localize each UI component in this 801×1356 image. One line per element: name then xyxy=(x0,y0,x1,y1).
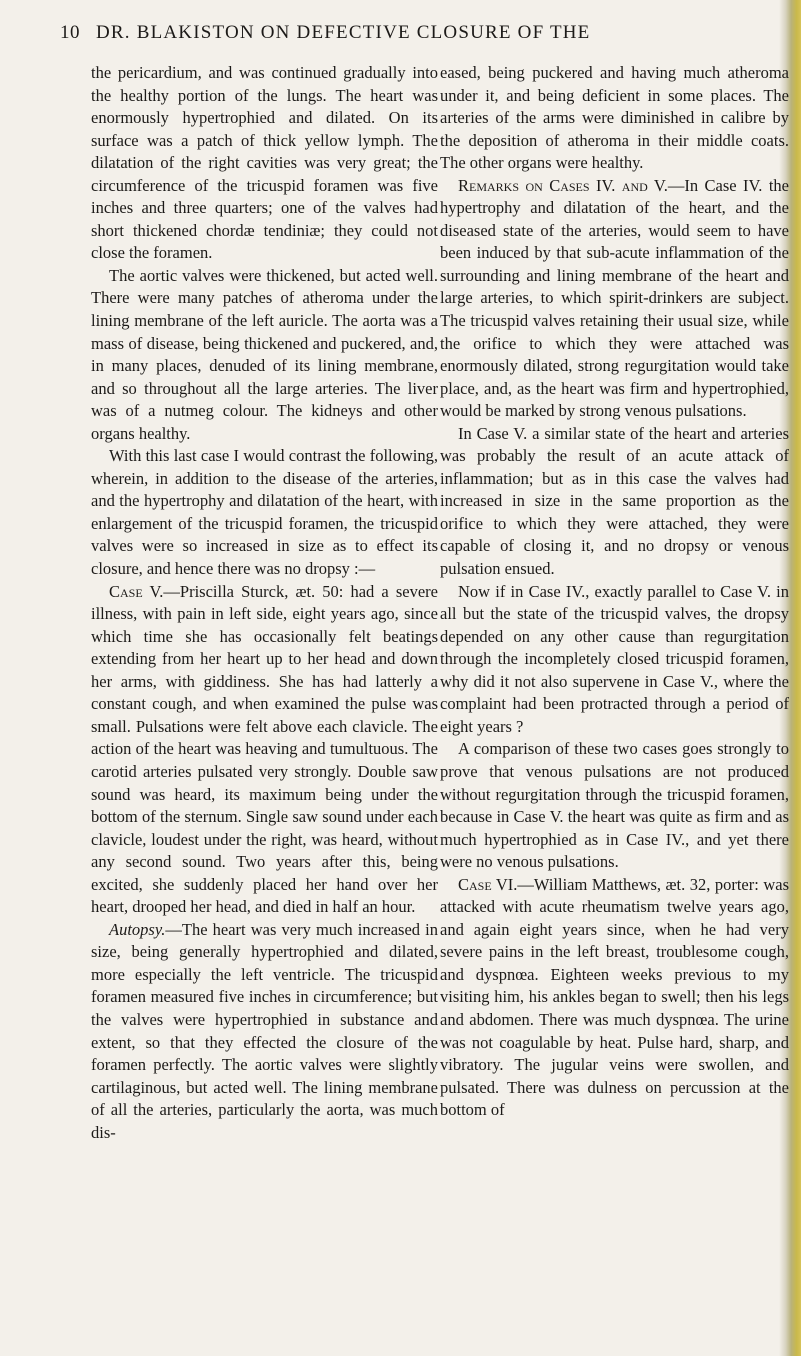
remarks-text: —In Case IV. the hypertrophy and dilatation of the heart, and the diseased state of the arteries, would seem to have been induced by that sub-acute inflammation of the surrounding and lining membrane of the heart and large arteries, to which spirit-drinkers are subject. The tricuspid valves retaining their usual size, while the orifice to which they were attached was enormously dilated, strong regurgitation would take place, and, as the heart was firm and hypertrophied, would be marked by strong venous pulsations. xyxy=(440,175,789,421)
left-column xyxy=(91,62,438,1144)
running-header xyxy=(60,22,780,52)
case-heading: Case VI. xyxy=(458,874,518,894)
paragraph: In Case V. a similar state of the heart and arteries was probably the result of an acute attack of inflammation; but as in this case the valves had increased in size in the same proportion as the orifice to which they were attached, they were capable of closing it, and no dropsy or venous pulsation ensued. xyxy=(440,423,789,579)
paragraph: The aortic valves were thickened, but acted well. There were many patches of atheroma under the lining membrane of the left auricle. The aorta was a mass of disease, being thickened and puckered, and, in many places, denuded of its lining membrane, and so throughout all the large arteries. The liver was of a nutmeg colour. The kidneys and other organs healthy. xyxy=(91,265,438,443)
paragraph: the pericardium, and was continued gradually into the healthy portion of the lungs. The heart was enormously hypertrophied and dilated. On its surface was a patch of thick yellow lymph. The dilatation of the right cavities was very great; the circumference of the tricuspid foramen was five inches and three quarters; one of the valves had short thickened chordæ tendiniæ; they could not close the foramen. xyxy=(91,63,438,263)
case-paragraph xyxy=(440,874,789,1122)
case-text: —Priscilla Sturck, æt. 50: had a severe illness, with pain in left side, eight years ago, since which time she has occasionally felt beatings extending from her heart up to her head and down her arms, with giddiness. She has had latterly a constant cough, and when examined the pulse was small. Pulsations were felt above each clavicle. The action of the heart was heaving and tumultuous. The carotid arteries pulsated very strongly. Double saw sound was heard, its maximum being under the bottom of the sternum. Single saw sound under each clavicle, loudest under the right, was heard, without any second sound. Two years after this, being excited, she suddenly placed her hand over her heart, drooped her head, and died in half an hour. xyxy=(91,581,438,917)
remarks-paragraph xyxy=(440,175,789,423)
page-number: 10 xyxy=(60,22,80,43)
autopsy-heading: Autopsy. xyxy=(109,919,166,939)
right-column xyxy=(440,62,789,1122)
paragraph: With this last case I would contrast the following, wherein, in addition to the disease of the arteries, and the hypertrophy and dilatation of the heart, with enlargement of the tricuspid foramen, the tricuspid valves were so increased in size as to effect its closure, and hence there was no dropsy :— xyxy=(91,446,438,579)
remarks-heading: Remarks on Cases IV. and V. xyxy=(458,175,668,195)
case-text: —William Matthews, æt. 32, porter: was attacked with acute rheumatism twelve years ago, and again eight years since, when he had very severe pains in the left breast, troublesome cough, and dyspnœa. Eighteen weeks previous to my visiting him, his ankles began to swell; then his legs and abdomen. There was much dyspnœa. The urine was not coagulable by heat. Pulse hard, sharp, and vibratory. The jugular veins were swollen, and pulsated. There was dulness on percussion at the bottom of xyxy=(440,874,789,1120)
paragraph: A comparison of these two cases goes strongly to prove that venous pulsations are not produced without regurgitation through the tricuspid foramen, because in Case V. the heart was quite as firm and as much hypertrophied as in Case IV., and yet there were no venous pulsations. xyxy=(440,739,789,872)
case-heading: Case V. xyxy=(109,581,164,601)
paragraph: Now if in Case IV., exactly parallel to Case V. in all but the state of the tricuspid valves, the dropsy depended on any other cause than regurgitation through the incompletely closed tricuspid foramen, why did it not also supervene in Case V., where the complaint had been protracted through a period of eight years ? xyxy=(440,581,789,736)
case-paragraph xyxy=(91,581,438,919)
autopsy-paragraph xyxy=(91,919,438,1144)
paragraph: eased, being puckered and having much atheroma under it, and being deficient in some places. The arteries of the arms were diminished in calibre by the deposition of atheroma in their middle coats. The other organs were healthy. xyxy=(440,63,789,173)
autopsy-text: —The heart was very much increased in size, being generally hypertrophied and dilated, more especially the left ventricle. The tricuspid foramen measured five inches in circumference; but the valves were hypertrophied in substance and extent, so that they effected the closure of the foramen perfectly. The aortic valves were slightly cartilaginous, but acted well. The lining membrane of all the arteries, particularly the aorta, was much dis- xyxy=(91,919,438,1142)
running-title: DR. BLAKISTON ON DEFECTIVE CLOSURE OF THE xyxy=(96,22,591,43)
